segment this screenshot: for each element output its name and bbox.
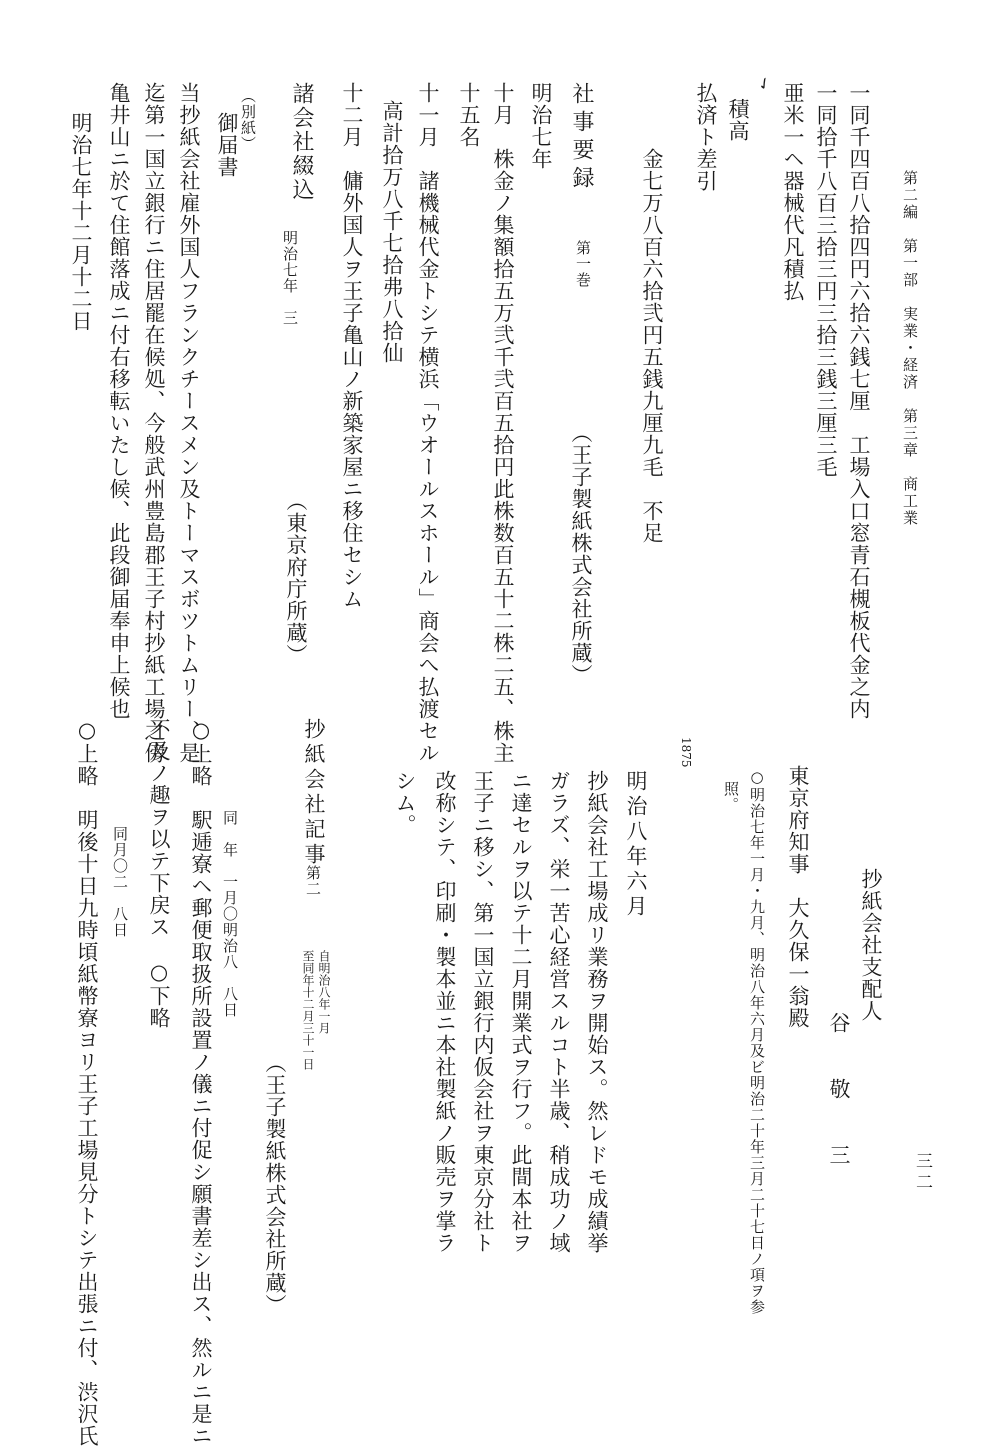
reference-note: ○明治七年一月・九月、明治八年六月及ビ明治二十年三月二十七日ノ項ヲ参 <box>748 768 766 1315</box>
shokaisha-title: 諸会社綴込 <box>289 82 314 202</box>
shokaisha-date: 明治七年 三 <box>281 230 299 326</box>
kiji-period-end: 至同年十二月三十一日 <box>301 950 315 1070</box>
signer-title: 抄紙会社支配人 <box>859 868 883 1022</box>
notice-body-2: 迄第一国立銀行ニ住居罷在候処、今般武州豊島郡王子村抄紙工場之傍 <box>142 82 166 764</box>
entry2-date: 同月〇二 八日 <box>111 826 129 938</box>
shaji-entry-november-cont: 高計拾万八千七拾弗八拾仙 <box>380 100 404 364</box>
shaji-entry-november: 十一月 諸機械代金トシテ横浜「ウオールスホール」商会へ払渡セル <box>416 82 440 764</box>
kiji-title: 抄紙会社記事 <box>302 718 326 868</box>
entry2-line-1: ○上略 明後十日九時頃紙幣寮ヨリ王子工場見分トシテ出張ニ付、渋沢氏 <box>75 718 99 1447</box>
shaji-yoroku-source: （王子製紙株式会社所蔵） <box>569 422 593 686</box>
attachment-label: （別紙） <box>239 88 257 152</box>
totals-label: 積高 <box>726 98 750 142</box>
addressee: 東京府知事 大久保一翁殿 <box>786 765 810 1029</box>
notice-body-1: 当抄紙会社雇外国人フランクチースメン及トーマスボツトムリー、是 <box>177 82 201 764</box>
signer-name: 谷 敬 三 <box>827 1012 851 1166</box>
meiji8-body-5: 改称シテ、印刷・製本並ニ本社製紙ノ販売ヲ掌ラ <box>433 770 457 1254</box>
meiji8-body-2: ガラズ、栄一苦心経営スルコト半歳、稍成功ノ域 <box>547 770 571 1254</box>
meiji8-body-1: 抄紙会社工場成リ業務ヲ開始ス。然レドモ成績挙 <box>585 770 609 1254</box>
shaji-entry-october: 十月 株金ノ集額拾五万弐千弐百五拾円此株数百五十二株二五、株主 <box>491 82 515 764</box>
shaji-entry-december: 十二月 傭外国人ヲ王子亀山ノ新築家屋ニ移住セシム <box>340 82 364 610</box>
shaji-yoroku-volume: 第一巻 <box>574 240 592 288</box>
balance-label: 払済ト差引 <box>694 82 718 192</box>
check-mark-icon: ✓ <box>753 72 775 96</box>
ledger-line-3: 亜米一ヘ器械代凡積払 <box>781 82 805 302</box>
shokaisha-source: （東京府庁所蔵） <box>284 490 308 666</box>
ledger-line-2: 一同拾千八百三拾三円三拾三銭三厘三毛 <box>814 82 838 478</box>
ledger-line-1: 一同千四百八拾四円六拾六銭七厘 工場入口窓青石槻板代金之内 <box>847 82 871 720</box>
running-header: 第二編 第一部 実業・経済 第三章 商工業 <box>901 170 919 527</box>
meiji8-body-6: シム。 <box>393 770 417 836</box>
entry1-date: 同 年 一月〇明治八 八日 <box>221 810 239 1018</box>
balance-value: 金七万八百六拾弐円五銭九厘九毛 不足 <box>640 148 664 544</box>
notice-body-3: 亀井山ニ於て住館落成ニ付右移転いたし候、此段御届奉申上候也 <box>107 82 131 720</box>
meiji8-body-4: 王子ニ移シ、第一国立銀行内仮会社ヲ東京分社ト <box>471 770 495 1254</box>
meiji8-body-3: ニ達セルヲ以テ十二月開業式ヲ行フ。此間本社ヲ <box>509 770 533 1254</box>
reference-note-end: 照。 <box>722 781 740 813</box>
western-year: 1875 <box>679 737 693 768</box>
notice-date: 明治七年十二月十二日 <box>69 112 93 332</box>
entry1-line-1: ○上略 駅逓寮ヘ郵便取扱所設置ノ儀ニ付促シ願書差シ出ス、然ルニ是ニ <box>189 718 213 1447</box>
kiji-period-start: 自明治八年一月 <box>317 950 331 1034</box>
shaji-entry-october-cont: 十五名 <box>457 82 481 148</box>
entry1-line-2: 不及ノ趣ヲ以テ下戻ス ○下略 <box>147 718 171 1029</box>
notice-title: 御届書 <box>215 112 239 178</box>
meiji8-heading: 明治八年六月 <box>624 770 648 920</box>
kiji-volume: 第二 <box>304 865 322 897</box>
shaji-yoroku-title: 社事要録 <box>569 82 594 194</box>
kiji-source: （王子製紙株式会社所蔵） <box>263 1052 287 1316</box>
shaji-yoroku-year: 明治七年 <box>529 82 553 170</box>
page-number: 三二 <box>912 1152 932 1194</box>
